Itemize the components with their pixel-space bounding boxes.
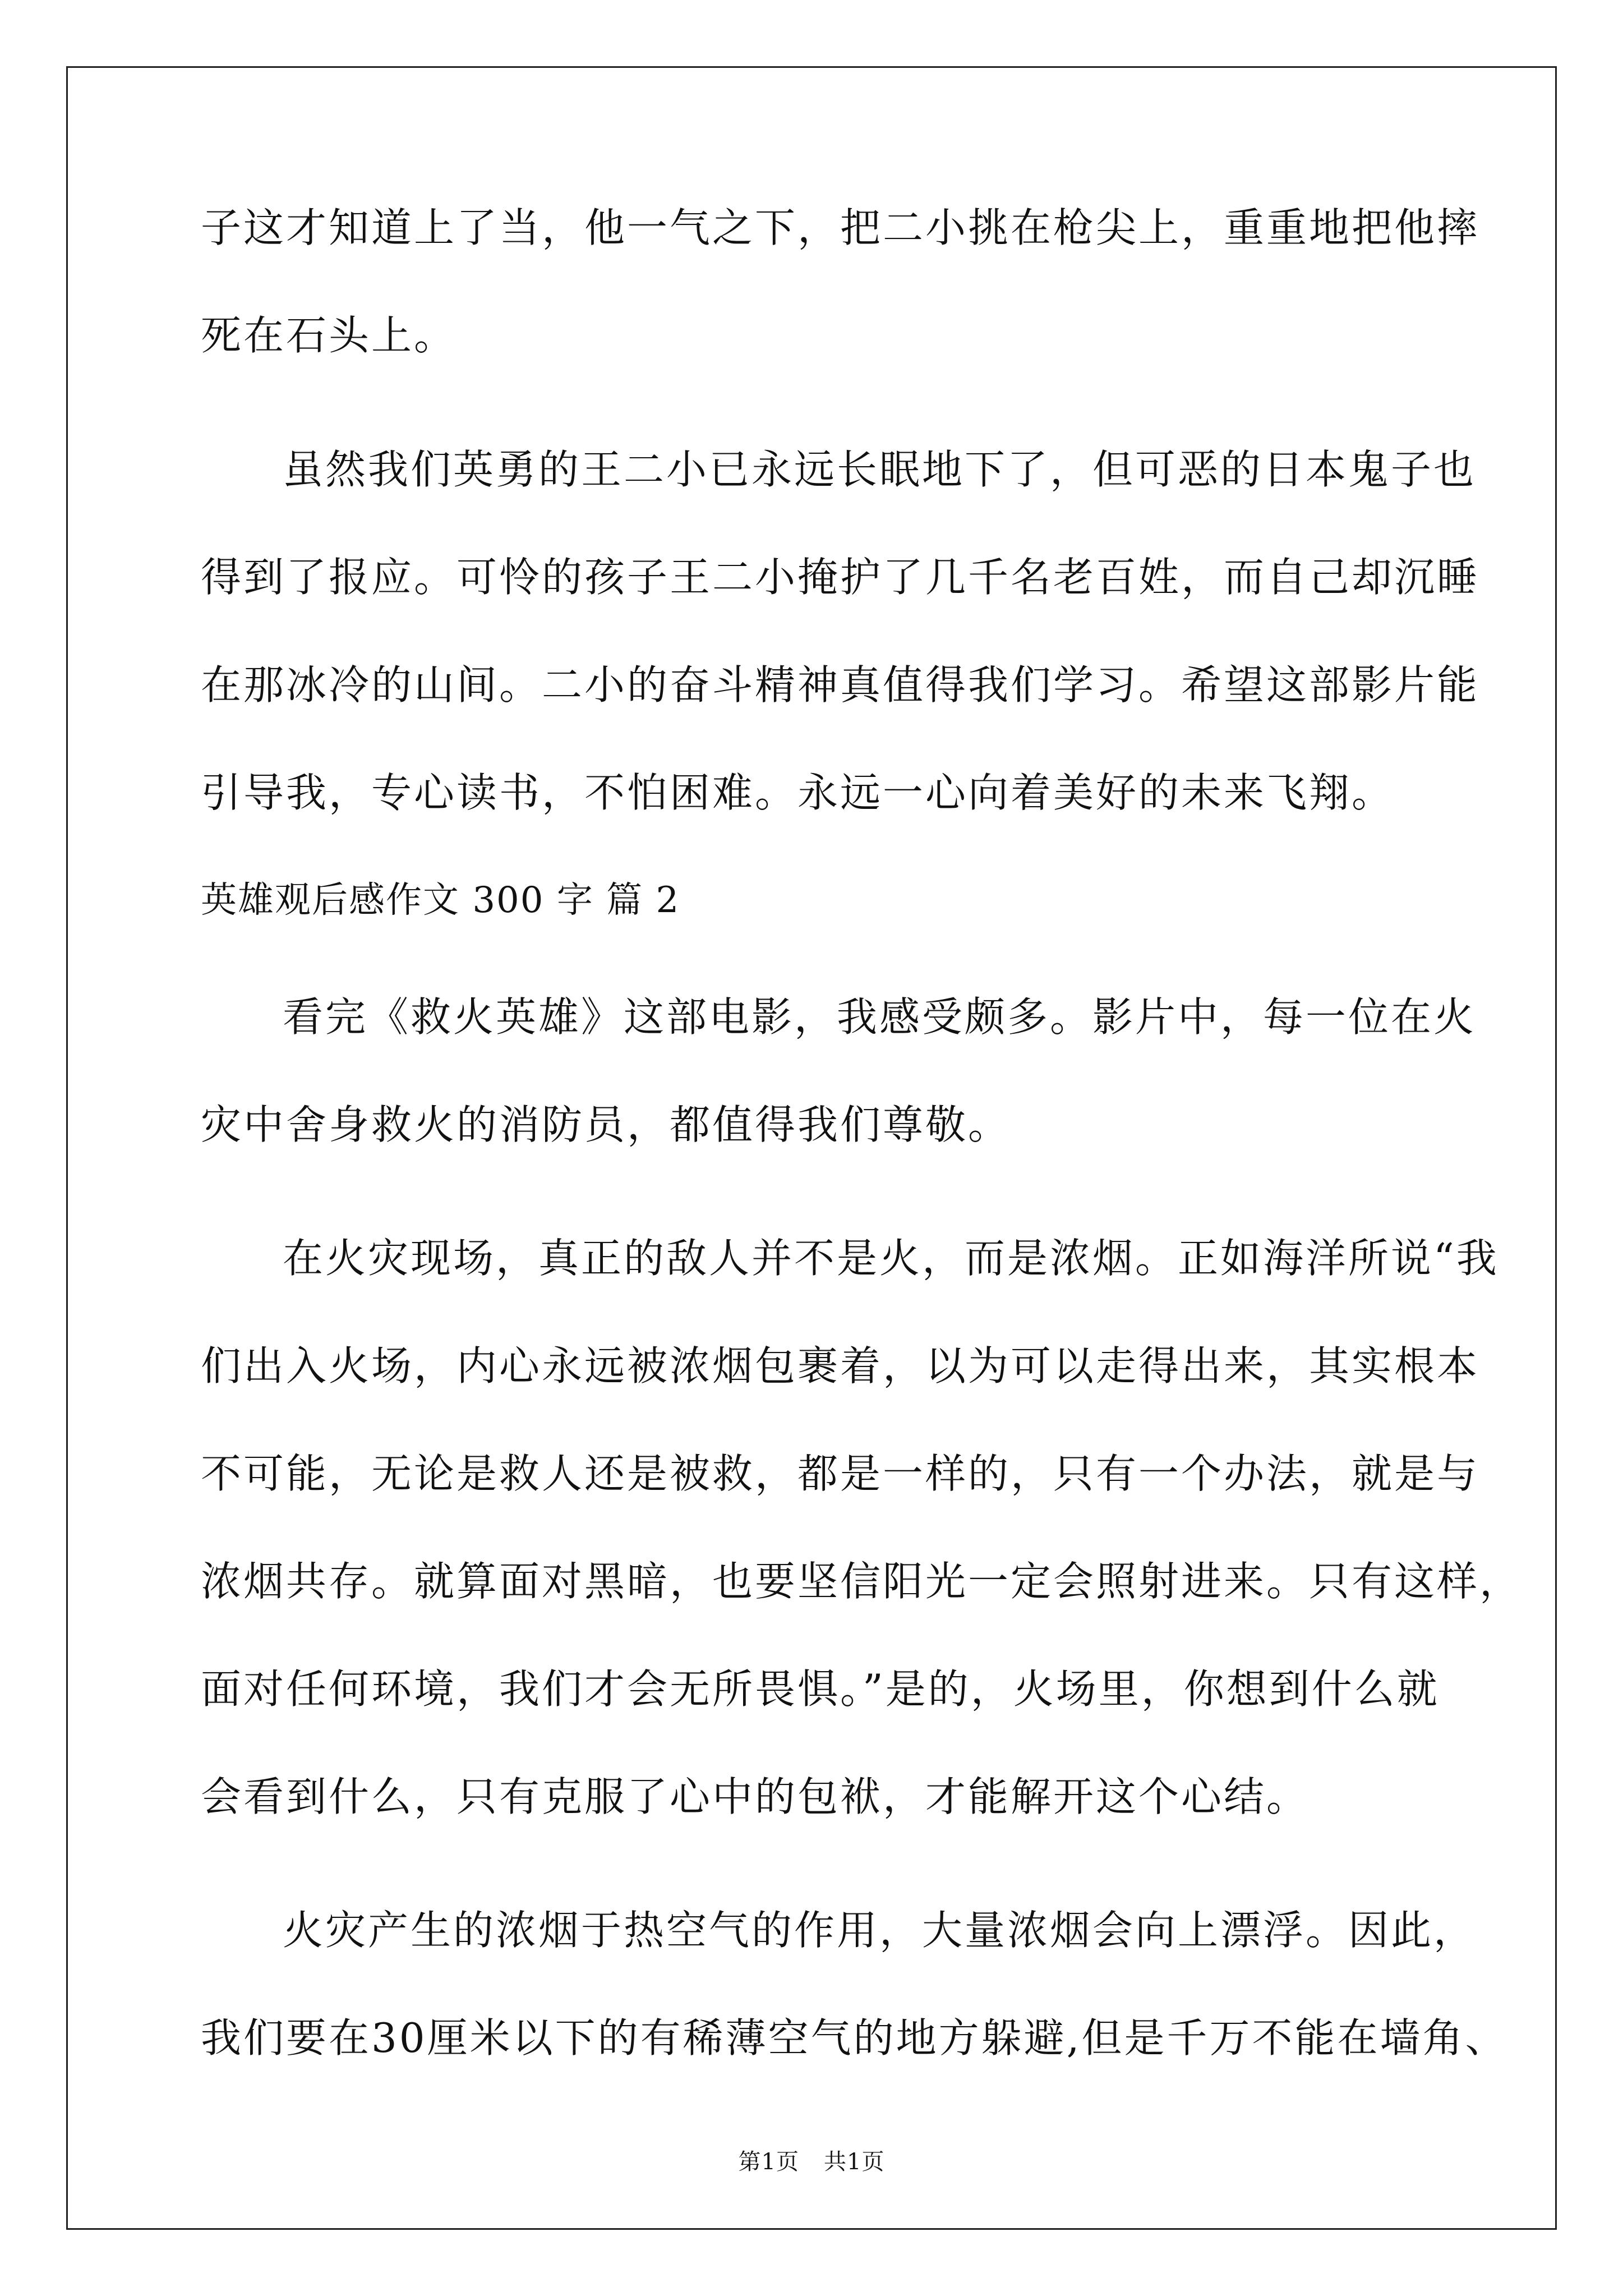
- section-heading: 英雄观后感作文 300 字 篇 2: [201, 880, 680, 921]
- page-total: 共1页: [824, 2149, 885, 2175]
- text-line: 在那冰冷的山间。二小的奋斗精神真值得我们学习。希望这部影片能: [201, 661, 1480, 708]
- text-line: 面对任何环境，我们才会无所畏惧。”是的，火场里，你想到什么就: [201, 1665, 1440, 1713]
- text-line: 们出入火场，内心永远被浓烟包裹着，以为可以走得出来，其实根本: [201, 1342, 1480, 1389]
- page-footer: [0, 2144, 1623, 2176]
- text-line: 灾中舍身救火的消防员，都值得我们尊敬。: [201, 1101, 1011, 1148]
- paragraph-start-line: 看完《救火英雄》这部电影，我感受颇多。影片中，每一位在火: [283, 993, 1477, 1041]
- paragraph-start-line: 火灾产生的浓烟于热空气的作用，大量浓烟会向上漂浮。因此，: [283, 1907, 1477, 1954]
- text-line: 我们要在30厘米以下的有稀薄空气的地方躲避,但是千万不能在墙角、: [201, 2014, 1508, 2062]
- text-line: 死在石头上。: [201, 312, 457, 359]
- text-line: 子这才知道上了当，他一气之下，把二小挑在枪尖上，重重地把他摔: [201, 204, 1480, 251]
- text-line: 引导我，专心读书，不怕困难。永远一心向着美好的未来飞翔。: [201, 769, 1395, 816]
- paragraph-start-line: 虽然我们英勇的王二小已永远长眠地下了，但可恶的日本鬼子也: [283, 446, 1477, 493]
- text-line: 不可能，无论是救人还是被救，都是一样的，只有一个办法，就是与: [201, 1450, 1480, 1497]
- paragraph-start-line: 在火灾现场，真正的敌人并不是火，而是浓烟。正如海洋所说“我: [283, 1235, 1499, 1282]
- text-line: 得到了报应。可怜的孩子王二小掩护了几千名老百姓，而自己却沉睡: [201, 554, 1480, 601]
- page-number: 第1页: [738, 2149, 799, 2175]
- text-line: 会看到什么，只有克服了心中的包袱，才能解开这个心结。: [201, 1773, 1310, 1820]
- text-line: 浓烟共存。就算面对黑暗，也要坚信阳光一定会照射进来。只有这样，: [201, 1558, 1523, 1605]
